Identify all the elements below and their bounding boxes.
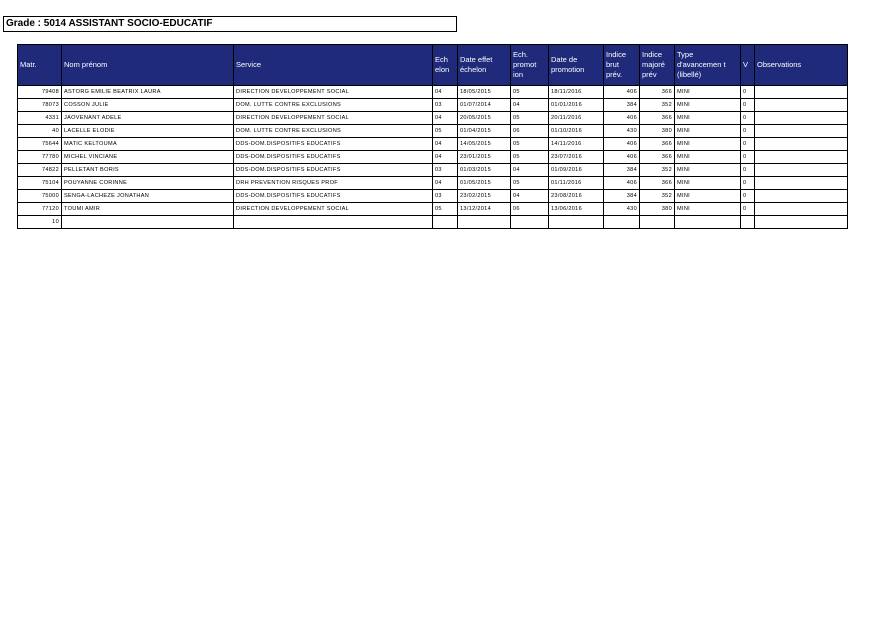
cell-type-avancement: MINI	[675, 203, 741, 216]
col-header-type-avancement: Type d'avancemen t (libellé)	[675, 45, 741, 86]
col-header-indice-majore: Indice majoré prév	[640, 45, 675, 86]
cell-indice-brut: 406	[604, 138, 640, 151]
cell-indice-brut: 406	[604, 86, 640, 99]
cell-observations	[755, 138, 848, 151]
cell-v: 0	[741, 99, 755, 112]
cell-indice-majore: 366	[640, 138, 675, 151]
cell-service: DRH PREVENTION RISQUES PROF	[234, 177, 433, 190]
table-row	[18, 125, 848, 138]
cell-indice-majore: 352	[640, 99, 675, 112]
cell-nom: SENGA-LACHEZE JONATHAN	[62, 190, 234, 203]
cell-service: DOM. LUTTE CONTRE EXCLUSIONS	[234, 125, 433, 138]
total-cell	[511, 216, 549, 229]
cell-indice-majore: 366	[640, 86, 675, 99]
cell-type-avancement: MINI	[675, 138, 741, 151]
cell-v: 0	[741, 125, 755, 138]
cell-date-effet: 01/03/2015	[458, 164, 511, 177]
cell-indice-brut: 384	[604, 99, 640, 112]
total-cell	[755, 216, 848, 229]
table-row	[18, 177, 848, 190]
cell-nom: LACELLE ELODIE	[62, 125, 234, 138]
total-cell	[675, 216, 741, 229]
cell-v: 0	[741, 203, 755, 216]
cell-ech-promotion: 06	[511, 203, 549, 216]
cell-matr: 4331	[18, 112, 62, 125]
total-count: 10	[18, 216, 62, 229]
cell-service: DIRECTION DEVELOPPEMENT SOCIAL	[234, 203, 433, 216]
cell-nom: MICHEL VINCIANE	[62, 151, 234, 164]
cell-date-promotion: 23/07/2016	[549, 151, 604, 164]
cell-service: DDS-DOM.DISPOSITIFS EDUCATIFS	[234, 190, 433, 203]
col-header-nom: Nom prénom	[62, 45, 234, 86]
cell-echelon: 04	[433, 112, 458, 125]
table-row	[18, 99, 848, 112]
cell-observations	[755, 86, 848, 99]
cell-matr: 77120	[18, 203, 62, 216]
cell-matr: 77780	[18, 151, 62, 164]
cell-matr: 74822	[18, 164, 62, 177]
cell-echelon: 03	[433, 190, 458, 203]
cell-echelon: 04	[433, 86, 458, 99]
cell-type-avancement: MINI	[675, 125, 741, 138]
cell-matr: 78073	[18, 99, 62, 112]
cell-v: 0	[741, 177, 755, 190]
cell-type-avancement: MINI	[675, 164, 741, 177]
cell-nom: ASTORG EMILIE BEATRIX LAURA	[62, 86, 234, 99]
cell-date-effet: 13/12/2014	[458, 203, 511, 216]
cell-observations	[755, 177, 848, 190]
cell-observations	[755, 99, 848, 112]
table-row	[18, 164, 848, 177]
cell-date-promotion: 18/11/2016	[549, 86, 604, 99]
total-cell	[458, 216, 511, 229]
table-row	[18, 190, 848, 203]
cell-nom: TOUMI AMIR	[62, 203, 234, 216]
cell-indice-majore: 380	[640, 203, 675, 216]
cell-indice-brut: 406	[604, 112, 640, 125]
cell-indice-brut: 384	[604, 190, 640, 203]
grade-table	[17, 44, 848, 229]
cell-date-effet: 14/05/2015	[458, 138, 511, 151]
cell-echelon: 04	[433, 138, 458, 151]
grade-title: Grade : 5014 ASSISTANT SOCIO-EDUCATIF	[3, 16, 457, 32]
col-header-date-effet: Date effet échelon	[458, 45, 511, 86]
col-header-indice-brut: Indice brut prév.	[604, 45, 640, 86]
cell-type-avancement: MINI	[675, 99, 741, 112]
cell-v: 0	[741, 151, 755, 164]
total-cell	[640, 216, 675, 229]
cell-date-effet: 20/05/2015	[458, 112, 511, 125]
cell-matr: 75644	[18, 138, 62, 151]
cell-ech-promotion: 04	[511, 164, 549, 177]
cell-v: 0	[741, 112, 755, 125]
cell-v: 0	[741, 190, 755, 203]
cell-type-avancement: MINI	[675, 190, 741, 203]
cell-ech-promotion: 06	[511, 125, 549, 138]
cell-date-effet: 01/07/2014	[458, 99, 511, 112]
cell-type-avancement: MINI	[675, 86, 741, 99]
cell-date-effet: 23/02/2015	[458, 190, 511, 203]
cell-date-promotion: 01/01/2016	[549, 99, 604, 112]
cell-observations	[755, 190, 848, 203]
total-cell	[433, 216, 458, 229]
cell-echelon: 03	[433, 99, 458, 112]
cell-nom: COSSON JULIE	[62, 99, 234, 112]
cell-date-promotion: 01/10/2016	[549, 125, 604, 138]
cell-ech-promotion: 04	[511, 190, 549, 203]
cell-indice-brut: 430	[604, 125, 640, 138]
total-cell	[234, 216, 433, 229]
cell-date-effet: 18/05/2015	[458, 86, 511, 99]
cell-indice-brut: 430	[604, 203, 640, 216]
cell-type-avancement: MINI	[675, 151, 741, 164]
cell-service: DDS-DOM.DISPOSITIFS EDUCATIFS	[234, 164, 433, 177]
col-header-ech-promotion: Ech. promot ion	[511, 45, 549, 86]
cell-indice-majore: 352	[640, 164, 675, 177]
cell-type-avancement: MINI	[675, 112, 741, 125]
cell-date-promotion: 20/11/2016	[549, 112, 604, 125]
cell-service: DIRECTION DEVELOPPEMENT SOCIAL	[234, 86, 433, 99]
cell-date-effet: 01/04/2015	[458, 125, 511, 138]
cell-v: 0	[741, 164, 755, 177]
cell-indice-brut: 406	[604, 151, 640, 164]
cell-observations	[755, 151, 848, 164]
cell-observations	[755, 112, 848, 125]
header-row	[18, 45, 848, 86]
col-header-v: V	[741, 45, 755, 86]
cell-echelon: 03	[433, 164, 458, 177]
cell-service: DIRECTION DEVELOPPEMENT SOCIAL	[234, 112, 433, 125]
cell-ech-promotion: 05	[511, 177, 549, 190]
total-row	[18, 216, 848, 229]
cell-nom: POUYANNE CORINNE	[62, 177, 234, 190]
cell-matr: 75104	[18, 177, 62, 190]
col-header-date-promotion: Date de promotion	[549, 45, 604, 86]
total-cell	[549, 216, 604, 229]
cell-indice-majore: 366	[640, 177, 675, 190]
table-row	[18, 86, 848, 99]
cell-v: 0	[741, 138, 755, 151]
col-header-echelon: Ech elon	[433, 45, 458, 86]
cell-indice-brut: 406	[604, 177, 640, 190]
cell-date-promotion: 01/11/2016	[549, 177, 604, 190]
total-cell	[62, 216, 234, 229]
cell-echelon: 05	[433, 125, 458, 138]
cell-observations	[755, 125, 848, 138]
cell-service: DDS-DOM.DISPOSITIFS EDUCATIFS	[234, 138, 433, 151]
col-header-matr: Matr.	[18, 45, 62, 86]
cell-service: DDS-DOM.DISPOSITIFS EDUCATIFS	[234, 151, 433, 164]
col-header-observations: Observations	[755, 45, 848, 86]
cell-observations	[755, 164, 848, 177]
cell-nom: MATIC KELTOUMA	[62, 138, 234, 151]
cell-indice-majore: 366	[640, 151, 675, 164]
col-header-service: Service	[234, 45, 433, 86]
cell-matr: 79408	[18, 86, 62, 99]
cell-ech-promotion: 05	[511, 151, 549, 164]
cell-date-promotion: 14/11/2016	[549, 138, 604, 151]
cell-indice-majore: 380	[640, 125, 675, 138]
cell-indice-majore: 366	[640, 112, 675, 125]
cell-echelon: 04	[433, 177, 458, 190]
cell-observations	[755, 203, 848, 216]
cell-date-promotion: 13/06/2016	[549, 203, 604, 216]
total-cell	[604, 216, 640, 229]
cell-type-avancement: MINI	[675, 177, 741, 190]
cell-service: DOM. LUTTE CONTRE EXCLUSIONS	[234, 99, 433, 112]
cell-date-promotion: 01/09/2016	[549, 164, 604, 177]
cell-date-effet: 23/01/2015	[458, 151, 511, 164]
cell-echelon: 04	[433, 151, 458, 164]
cell-indice-majore: 352	[640, 190, 675, 203]
cell-nom: JAOVENANT ADELE	[62, 112, 234, 125]
table-row	[18, 138, 848, 151]
cell-ech-promotion: 04	[511, 99, 549, 112]
cell-nom: PELLETANT BORIS	[62, 164, 234, 177]
table-row	[18, 112, 848, 125]
cell-date-promotion: 23/08/2016	[549, 190, 604, 203]
cell-ech-promotion: 05	[511, 86, 549, 99]
cell-ech-promotion: 05	[511, 138, 549, 151]
cell-matr: 40	[18, 125, 62, 138]
total-cell	[741, 216, 755, 229]
cell-matr: 75000	[18, 190, 62, 203]
cell-indice-brut: 384	[604, 164, 640, 177]
cell-date-effet: 01/05/2015	[458, 177, 511, 190]
table-row	[18, 151, 848, 164]
cell-echelon: 05	[433, 203, 458, 216]
cell-v: 0	[741, 86, 755, 99]
cell-ech-promotion: 05	[511, 112, 549, 125]
table-row	[18, 203, 848, 216]
